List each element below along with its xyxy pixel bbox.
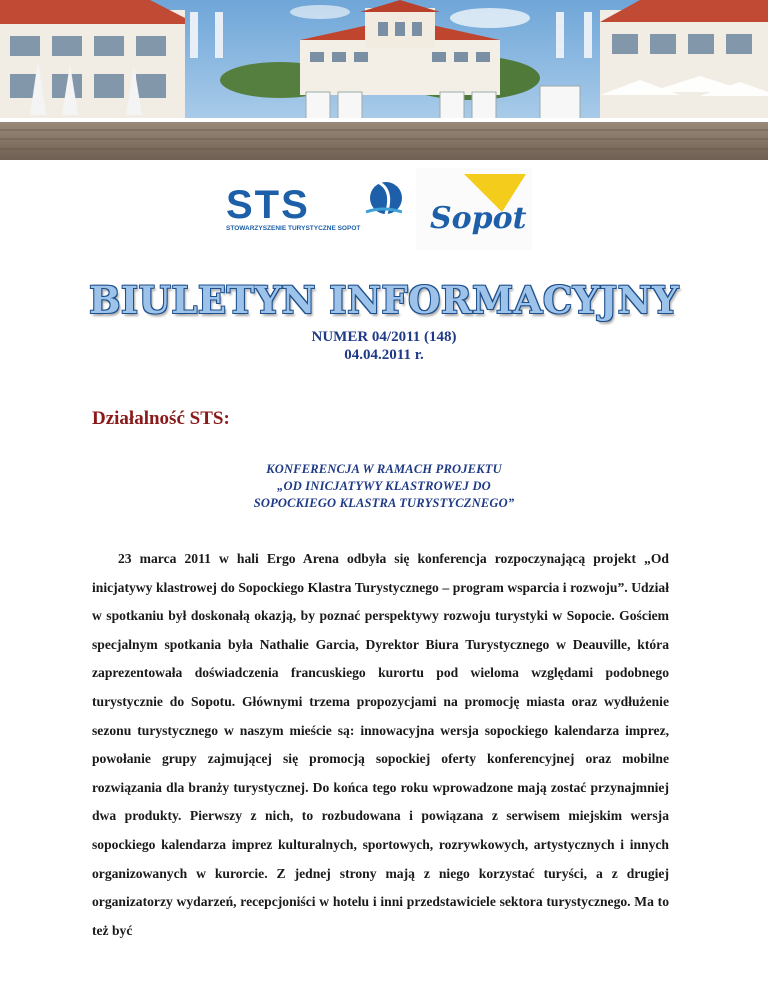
svg-text:STOWARZYSZENIE TURYSTYCZNE SOP: STOWARZYSZENIE TURYSTYCZNE SOPOT bbox=[226, 225, 361, 232]
sts-logo bbox=[218, 168, 402, 250]
header-photo bbox=[0, 0, 768, 160]
article-heading-line: „OD INICJATYWY KLASTROWEJ DO bbox=[277, 479, 491, 493]
bulletin-title: BIULETYN INFORMACYJNY bbox=[89, 278, 679, 322]
issue-info bbox=[0, 328, 768, 364]
article-heading bbox=[0, 461, 768, 512]
issue-number: NUMER 04/2011 (148) bbox=[311, 329, 457, 345]
sopot-logo bbox=[416, 168, 532, 250]
issue-date: 04.04.2011 r. bbox=[344, 347, 424, 363]
article-heading-line: SOPOCKIEGO KLASTRA TURYSTYCZNEGO” bbox=[253, 496, 515, 510]
article-heading-line: KONFERENCJA W RAMACH PROJEKTU bbox=[266, 462, 502, 476]
logos-row bbox=[218, 168, 532, 250]
article-body: 23 marca 2011 w hali Ergo Arena odbyła się konferencja rozpoczynającą projekt „Od inicjatywy klastrowej do Sopockiego Klastra Turystycznego – program wsparcia i rozwoju”. Udział w spotkaniu był doskonałą okazją, by poznać perspektywy rozwoju turystyki w Sopocie. Gościem specjalnym spotkania była Nathalie Garcia, Dyrektor Biura Turystycznego w Deauville, która zaprezentowała doświadczenia francuskiego kurortu pod wieloma względami podobnego turystycznie do Sopotu. Głównymi trzema propozycjami na promocję miasta oraz wydłużenie sezonu turystycznego w naszym mieście są: innowacyjna wersja sopockiego kalendarza imprez, powołanie grupy zajmującej się promocją sopockiej oferty konferencyjnej oraz mobilne rozwiązania dla branży turystycznej. Do końca tego roku wprowadzone mają zostać przynajmniej dwa produkty. Pierwszy z nich, to rozbudowana i powiązana z serwisem miejskim wersja sopockiego kalendarza imprez kulturalnych, sportowych, rozrywkowych, artystycznych i innych organizowanych w kurorcie. Z jednej strony mają z niego korzystać turyści, a z drugiej organizatorzy wydarzeń, recepcjoniści w hotelu i inni przedstawiciele sektora turystycznego. Ma to też być bbox=[92, 551, 669, 938]
section-title: Działalność STS: bbox=[92, 408, 230, 429]
svg-text:Sopot: Sopot bbox=[430, 201, 527, 236]
svg-text:STS: STS bbox=[226, 183, 310, 227]
